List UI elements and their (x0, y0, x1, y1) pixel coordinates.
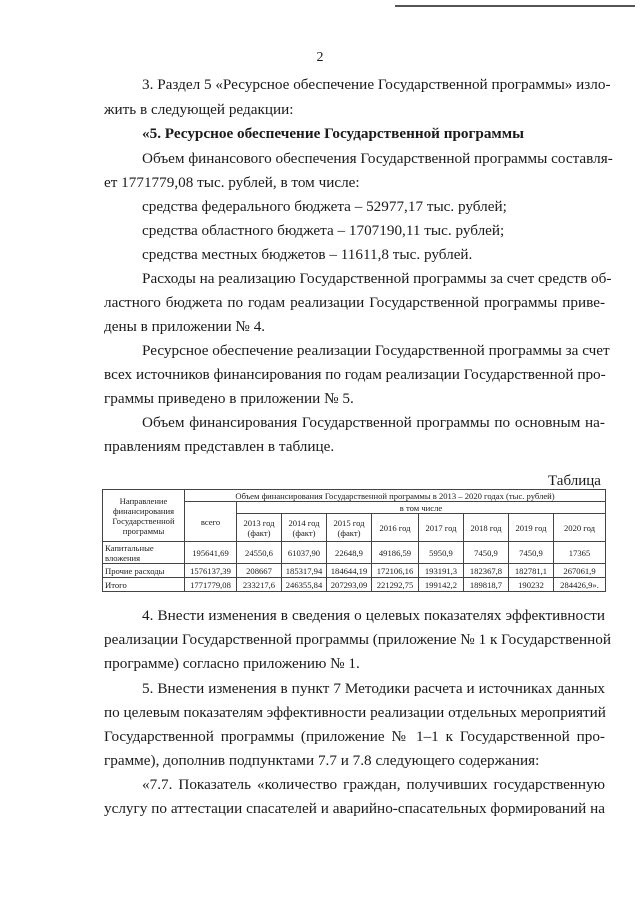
header-rule (395, 5, 635, 7)
table-cell: 199142,2 (419, 578, 464, 592)
row-label: Прочие расходы (103, 564, 185, 578)
paragraph-line: средства федерального бюджета – 52977,17 тыс. рублей; (142, 198, 507, 215)
table-cell: 208667 (237, 564, 282, 578)
paragraph-line: средства местных бюджетов – 11611,8 тыс. рублей. (142, 246, 473, 263)
paragraph-line: правлениям представлен в таблице. (104, 438, 335, 455)
page-number: 2 (316, 50, 324, 65)
table-cell: 246355,84 (282, 578, 327, 592)
table-row (103, 542, 606, 564)
header-year: 2018 год (464, 514, 509, 542)
table-cell: 7450,9 (464, 542, 509, 564)
paragraph-line: жить в следующей редакции: (104, 101, 294, 118)
paragraph-line: дены в приложении № 4. (104, 318, 266, 335)
paragraph-line: грамме), дополнив подпунктами 7.7 и 7.8 следующего содержания: (104, 752, 540, 769)
paragraph-line: ет 1771779,08 тыс. рублей, в том числе: (104, 174, 360, 191)
table-cell: 182781,1 (509, 564, 554, 578)
paragraph-line: Расходы на реализацию Государственной программы за счет средств об- (142, 270, 612, 287)
header-year: 2013 год (факт) (237, 514, 282, 542)
table-cell: 195641,69 (185, 542, 237, 564)
header-year: 2016 год (372, 514, 419, 542)
header-year: 2017 год (419, 514, 464, 542)
table-cell: 182367,8 (464, 564, 509, 578)
table-cell: 193191,3 (419, 564, 464, 578)
paragraph-line: Объем финансирования Государственной программы по основным на- (142, 414, 605, 431)
header-year: 2020 год (554, 514, 606, 542)
table-cell: 5950,9 (419, 542, 464, 564)
table-cell: 284426,9». (554, 578, 606, 592)
paragraph-line: реализации Государственной программы (приложение № 1 к Государственной (104, 631, 611, 648)
table-cell: 172106,16 (372, 564, 419, 578)
header-including: в том числе (237, 502, 606, 514)
paragraph-line: Государственной программы (приложение № 1–1 к Государственной про- (104, 728, 605, 745)
table-cell: 221292,75 (372, 578, 419, 592)
section-heading: «5. Ресурсное обеспечение Государственной программы (142, 125, 524, 142)
table-cell: 61037,90 (282, 542, 327, 564)
header-main: Объем финансирования Государственной программы в 2013 – 2020 годах (тыс. рублей) (185, 490, 606, 502)
table-cell: 207293,09 (327, 578, 372, 592)
table-cell: 267061,9 (554, 564, 606, 578)
table-cell: 1576137,39 (185, 564, 237, 578)
table-row (103, 578, 606, 592)
paragraph-line: всех источников финансирования по годам реализации Государственной про- (104, 366, 606, 383)
paragraph-line: 4. Внести изменения в сведения о целевых показателях эффективности (142, 607, 605, 624)
header-total: всего (185, 502, 237, 542)
row-label: Итого (103, 578, 185, 592)
table-cell: 1771779,08 (185, 578, 237, 592)
table-cell: 184644,19 (327, 564, 372, 578)
paragraph-line: ластного бюджета по годам реализации Государственной программы приве- (104, 294, 605, 311)
table-cell: 189818,7 (464, 578, 509, 592)
paragraph-line: по целевым показателям эффективности реализации отдельных мероприятий (104, 704, 606, 721)
paragraph-line: средства областного бюджета – 1707190,11 тыс. рублей; (142, 222, 505, 239)
table-caption: Таблица (548, 473, 601, 489)
row-label: Капитальные вложения (103, 542, 185, 564)
table-cell: 17365 (554, 542, 606, 564)
paragraph-line: Объем финансового обеспечения Государственной программы составля- (142, 150, 613, 167)
financing-table (102, 489, 606, 592)
table-row (103, 564, 606, 578)
paragraph-line: программе) согласно приложению № 1. (104, 655, 360, 672)
paragraph-line: услугу по аттестации спасателей и аварийно-спасательных формирований на (104, 800, 605, 817)
paragraph-line: 3. Раздел 5 «Ресурсное обеспечение Государственной программы» изло- (142, 76, 611, 93)
table-cell: 7450,9 (509, 542, 554, 564)
paragraph-line: Ресурсное обеспечение реализации Государственной программы за счет (142, 342, 610, 359)
header-year: 2015 год (факт) (327, 514, 372, 542)
paragraph-line: 5. Внести изменения в пункт 7 Методики расчета и источниках данных (142, 680, 605, 697)
table-cell: 190232 (509, 578, 554, 592)
header-year: 2019 год (509, 514, 554, 542)
paragraph-line: граммы приведено в приложении № 5. (104, 390, 354, 407)
table-cell: 233217,6 (237, 578, 282, 592)
table-cell: 49186,59 (372, 542, 419, 564)
table-cell: 24550,6 (237, 542, 282, 564)
table-cell: 22648,9 (327, 542, 372, 564)
header-year: 2014 год (факт) (282, 514, 327, 542)
header-direction: Направление финансирования Государственной программы (103, 490, 185, 542)
paragraph-line: «7.7. Показатель «количество граждан, получивших государственную (142, 776, 605, 793)
table-cell: 185317,94 (282, 564, 327, 578)
